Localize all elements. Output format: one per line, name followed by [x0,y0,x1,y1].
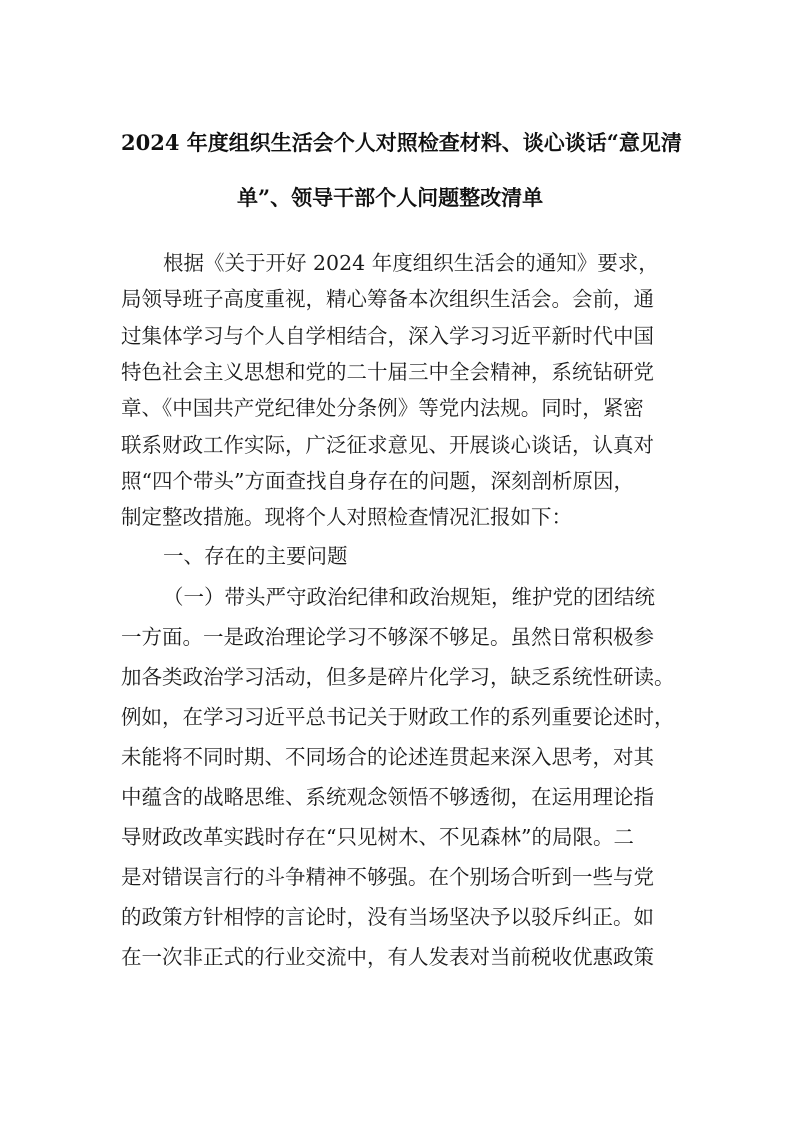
body-line-3: 加各类政治学习活动，但多是碎片化学习，缺乏系统性研读。 [121,665,675,689]
intro-line-5: 章、《中国共产党纪律处分条例》等党内法规。同时，紧密 [121,396,644,420]
body-line-8: 是对错误言行的斗争精神不够强。在个别场合听到一些与党 [121,865,654,889]
body-line-5: 未能将不同时期、不同场合的论述连贯起来深入思考，对其 [121,745,654,769]
body-line-9: 的政策方针相悖的言论时，没有当场坚决予以驳斥纠正。如 [121,905,654,929]
intro-line-7: 照“四个带头”方面查找自身存在的问题，深刻剖析原因， [121,469,634,493]
body-line-7: 导财政改革实践时存在“只见树木、不见森林”的局限。二 [121,825,634,849]
intro-line-3: 过集体学习与个人自学相结合，深入学习习近平新时代中国 [121,324,654,348]
intro-line-6: 联系财政工作实际，广泛征求意见、开展谈心谈话，认真对 [121,433,654,457]
body-line-1: （一）带头严守政治纪律和政治规矩，维护党的团结统 [163,585,655,609]
document-title-line-1: 2024 年度组织生活会个人对照检查材料、谈心谈话“意见清 [121,130,682,155]
intro-line-8: 制定整改措施。现将个人对照检查情况汇报如下： [121,505,572,529]
document-title-line-2: 单”、领导干部个人问题整改清单 [237,185,544,210]
body-line-6: 中蕴含的战略思维、系统观念领悟不够透彻，在运用理论指 [121,785,654,809]
intro-line-1: 根据《关于开好 2024 年度组织生活会的通知》要求， [163,251,659,275]
section-heading: 一、存在的主要问题 [163,544,348,568]
intro-line-2: 局领导班子高度重视，精心筹备本次组织生活会。会前，通 [121,287,654,311]
body-line-10: 在一次非正式的行业交流中，有人发表对当前税收优惠政策 [121,945,654,969]
intro-line-4: 特色社会主义思想和党的二十届三中全会精神，系统钻研党 [121,360,654,384]
body-line-4: 例如，在学习习近平总书记关于财政工作的系列重要论述时， [121,705,675,729]
body-line-2: 一方面。一是政治理论学习不够深不够足。虽然日常积极参 [121,625,654,649]
